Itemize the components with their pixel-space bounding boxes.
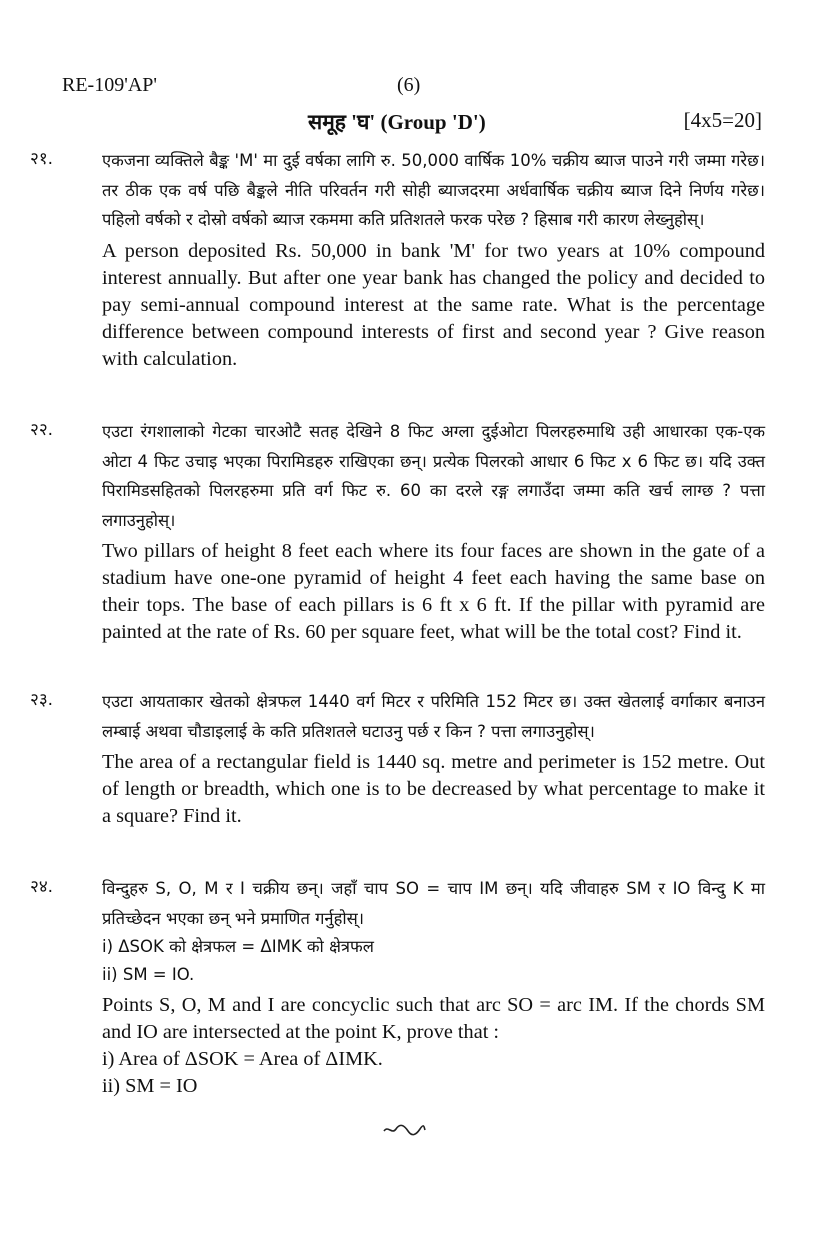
group-marks: [4x5=20] (683, 108, 762, 132)
question-text-english: Two pillars of height 8 feet each where its four faces are shown in the gate of a stadium have one-one pyramid of height 4 feet each having the same base on their tops. The base of each pillars is 6 ft x 6 ft. If the pillar with pyramid are painted at the rate of Rs. 60 per square feet, what will be the total cost? Find it. (102, 540, 765, 643)
subpart-english-1: i) Area of ΔSOK = Area of ΔIMK. (102, 1048, 383, 1070)
question-text-nepali: एउटा रंगशालाको गेटका चारओटै सतह देखिने 8 फिट अग्ला दुईओटा पिलरहरुमाथि उही आधारका एक-एक ओटा 4 फिट उचाइ भएका पिरामिडहरु राखिएका छन्। प्रत्येक पिलरको आधार 6 फिट x 6 फिट छ। यदि उक्त पिरामिडसहितको पिलरहरुमा प्रति वर्ग फिट रु. 60 का दरले रङ्ग लगाउँदा जम्मा कति खर्च लाग्छ ? पत्ता लगाउनुहोस्। (102, 422, 765, 530)
subpart-nepali-1: i) ΔSOK को क्षेत्रफल = ΔIMK को क्षेत्रफल (102, 937, 374, 956)
subpart-english-2: ii) SM = IO (102, 1075, 198, 1097)
question-21 (30, 146, 765, 373)
question-number: २४. (30, 877, 54, 897)
paper-code: RE-109'AP' (62, 74, 157, 96)
question-text-nepali: एकजना व्यक्तिले बैङ्क 'M' मा दुई वर्षका लागि रु. 50,000 वार्षिक 10% चक्रीय ब्याज पाउने गरी जम्मा गरेछ। तर ठीक एक वर्ष पछि बैङ्कले नीति परिवर्तन गरी सोही ब्याजदरमा अर्धवार्षिक चक्रीय ब्याज दिने निर्णय गरेछ। पहिलो वर्षको र दोस्रो वर्षको ब्याज रकममा कति प्रतिशतले फरक परेछ ? हिसाब गरी कारण लेख्नुहोस्। (102, 151, 765, 229)
question-number: २२. (30, 420, 54, 440)
question-text-english: The area of a rectangular field is 1440 sq. metre and perimeter is 152 metre. Out of length or breadth, which one is to be decreased by what percentage to make it a square? Find it. (102, 751, 765, 827)
group-title: समूह 'घ' (Group 'D') (308, 110, 486, 134)
question-number: २१. (30, 149, 54, 169)
question-22 (30, 417, 765, 646)
footer-scribble-mark (382, 1123, 426, 1141)
question-23 (30, 687, 765, 830)
question-text-english: A person deposited Rs. 50,000 in bank 'M' for two years at 10% compound interest annually. But after one year bank has changed the policy and decided to pay semi-annual compound interest at the same rate. What is the percentage difference between compound interests of first and second year ? Give reason with calculation. (102, 239, 765, 370)
question-text-nepali: विन्दुहरु S, O, M र I चक्रीय छन्। जहाँ चाप SO = चाप IM छन्। यदि जीवाहरु SM र IO विन्दु K मा प्रतिच्छेदन भएका छन् भने प्रमाणित गर्नुहोस्। (102, 879, 765, 928)
page-number: (6) (397, 74, 421, 96)
page-header (62, 74, 762, 100)
group-header (62, 108, 762, 136)
question-text-english: Points S, O, M and I are concyclic such that arc SO = arc IM. If the chords SM and IO are intersected at the point K, prove that : (102, 994, 765, 1043)
footer-scribble-icon (382, 1123, 426, 1137)
subpart-nepali-2: ii) SM = IO. (102, 965, 195, 984)
question-text-nepali: एउटा आयताकार खेतको क्षेत्रफल 1440 वर्ग मिटर र परिमिति 152 मिटर छ। उक्त खेतलाई वर्गाकार बनाउन लम्बाई अथवा चौडाइलाई के कति प्रतिशतले घटाउनु पर्छ र किन ? पत्ता लगाउनुहोस्। (102, 692, 765, 741)
question-number: २३. (30, 690, 54, 710)
question-24 (30, 874, 765, 1100)
